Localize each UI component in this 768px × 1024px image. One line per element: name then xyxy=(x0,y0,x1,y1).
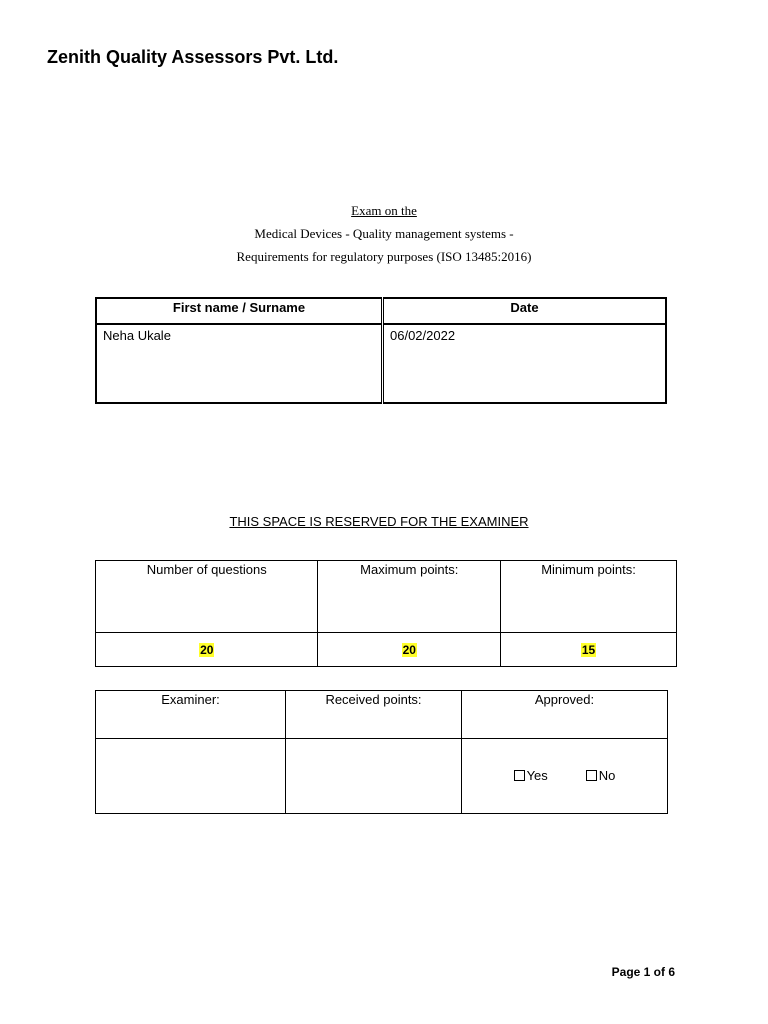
approved-header: Approved: xyxy=(462,691,668,739)
max-points-header: Maximum points: xyxy=(318,561,501,633)
date-header: Date xyxy=(383,298,667,324)
received-points-header: Received points: xyxy=(286,691,462,739)
examiner-cell[interactable] xyxy=(96,739,286,814)
checkbox-icon xyxy=(514,770,525,781)
page-number: Page 1 of 6 xyxy=(611,965,675,979)
questions-cell xyxy=(96,633,318,667)
received-points-cell[interactable] xyxy=(286,739,462,814)
name-header: First name / Surname xyxy=(96,298,383,324)
exam-subject-line-1: Medical Devices - Quality management systems - xyxy=(254,226,514,241)
min-points-cell xyxy=(501,633,677,667)
examiner-table xyxy=(95,690,668,814)
approved-no-checkbox[interactable] xyxy=(586,768,616,783)
candidate-name: Neha Ukale xyxy=(96,324,383,403)
checkbox-icon xyxy=(586,770,597,781)
yes-label: Yes xyxy=(526,768,548,783)
questions-value: 20 xyxy=(200,642,214,657)
company-name: Zenith Quality Assessors Pvt. Ltd. xyxy=(47,47,339,67)
min-points-value: 15 xyxy=(581,642,596,657)
examiner-header: Examiner: xyxy=(96,691,286,739)
points-table xyxy=(95,560,677,667)
exam-date: 06/02/2022 xyxy=(390,328,456,343)
candidate-table xyxy=(95,297,667,404)
no-label: No xyxy=(598,768,616,783)
max-points-value: 20 xyxy=(402,642,416,657)
examiner-reserved-notice: THIS SPACE IS RESERVED FOR THE EXAMINER xyxy=(229,514,529,529)
approved-yes-checkbox[interactable] xyxy=(514,768,548,783)
approved-cell xyxy=(462,739,668,814)
exam-title: Exam on the xyxy=(351,203,417,218)
questions-header: Number of questions xyxy=(96,561,318,633)
min-points-header: Minimum points: xyxy=(501,561,677,633)
max-points-cell xyxy=(318,633,501,667)
exam-subject-line-2: Requirements for regulatory purposes (ISO 13485:2016) xyxy=(236,249,532,264)
